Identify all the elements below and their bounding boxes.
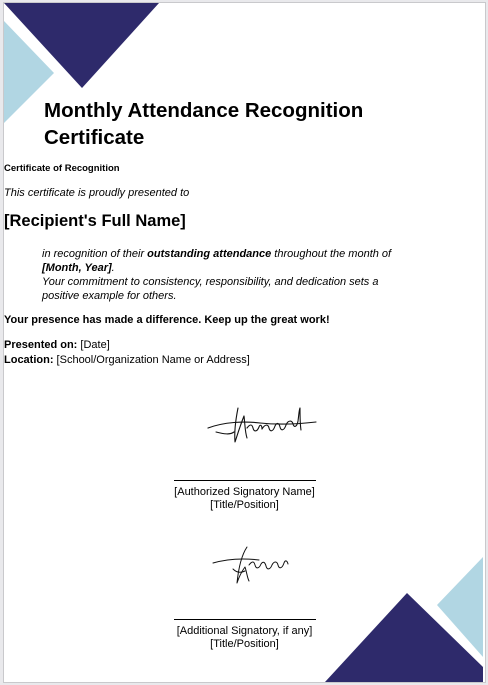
signature-2-image bbox=[209, 543, 294, 590]
certificate-subtitle: Certificate of Recognition bbox=[4, 163, 120, 174]
signature-line-1 bbox=[174, 480, 316, 481]
certificate-title: Monthly Attendance Recognition Certificate bbox=[44, 99, 364, 149]
body-line-1: in recognition of their outstanding attendance throughout the month of bbox=[42, 248, 392, 260]
signatory-2-title: [Title/Position] bbox=[210, 638, 279, 650]
body-line-4: positive example for others. bbox=[42, 290, 177, 302]
signature-line-2 bbox=[174, 619, 316, 620]
signature-1-image bbox=[204, 404, 319, 449]
body-line-3: Your commitment to consistency, responsibility, and dedication sets a bbox=[42, 276, 379, 288]
presentation-intro: This certificate is proudly presented to bbox=[4, 187, 190, 199]
signatory-1-title: [Title/Position] bbox=[210, 499, 279, 511]
signatory-2-block bbox=[4, 611, 485, 652]
recipient-name: [Recipient's Full Name] bbox=[4, 212, 186, 230]
recognition-body bbox=[42, 247, 447, 303]
presented-on: Presented on: [Date] bbox=[4, 339, 110, 351]
signatory-1-block bbox=[4, 472, 485, 513]
signatory-1-name: [Authorized Signatory Name] bbox=[174, 485, 315, 498]
signatory-2-name: [Additional Signatory, if any] bbox=[176, 624, 313, 637]
certificate-page bbox=[3, 2, 486, 683]
closing-message: Your presence has made a difference. Keep up the great work! bbox=[4, 314, 330, 326]
location: Location: [School/Organization Name or Address] bbox=[4, 354, 250, 366]
body-line-2: [Month, Year]. bbox=[42, 262, 115, 274]
